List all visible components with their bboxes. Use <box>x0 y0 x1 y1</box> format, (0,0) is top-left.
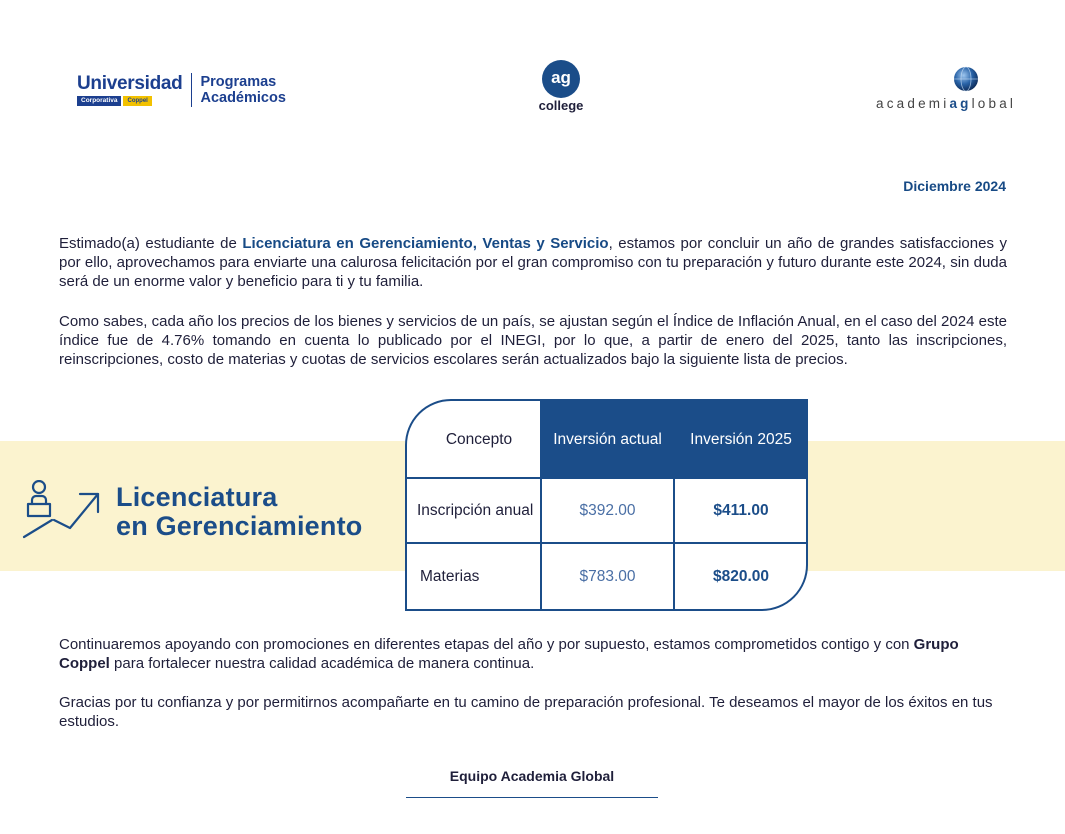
programas-line1: Programas <box>200 74 277 90</box>
programas-line2: Académicos <box>200 90 286 106</box>
table-divider <box>540 401 542 611</box>
row-materias-current: $783.00 <box>579 568 636 585</box>
table-divider <box>673 401 675 611</box>
table-divider <box>407 477 808 479</box>
ag-mark: ag <box>542 60 580 98</box>
ag-college-logo <box>536 60 586 113</box>
row-inscripcion-concept: Inscripción anual <box>417 501 534 519</box>
universidad-corporativa-logo <box>77 70 286 110</box>
header-current-investment: Inversión actual <box>541 401 674 478</box>
price-table <box>405 399 808 611</box>
commitment-paragraph: Continuaremos apoyando con promociones en diferentes etapas del año y por supuesto, estamos comprometidos contigo y con Grupo Coppel para fortalecer nuestra calidad académica de manera continua. <box>59 636 959 672</box>
academia-global-wordmark: academiaglobal <box>876 96 1017 111</box>
row-inscripcion-2025: $411.00 <box>713 501 769 519</box>
logo-divider <box>191 73 192 107</box>
signature-line <box>406 797 658 798</box>
signature: Equipo Academia Global <box>449 768 615 784</box>
corporativa-tag: Corporativa <box>77 96 121 106</box>
row-inscripcion-current: $392.00 <box>579 501 636 519</box>
row-materias-concept: Materias <box>420 568 480 585</box>
thanks-paragraph: Gracias por tu confianza y por permitirnos acompañarte en tu camino de preparación profesional. Te deseamos el mayor de los éxitos en tus estudios. <box>59 694 993 730</box>
letter-date: Diciembre 2024 <box>903 178 1006 194</box>
header-concept: Concepto <box>445 430 513 448</box>
inflation-paragraph: Como sabes, cada año los precios de los bienes y servicios de un país, se ajustan según el Índice de Inflación Anual, en el caso del 2024 este índice fue de 4.76% tomando en cuenta lo publicado por el INEGI, por lo que, a partir de enero del 2025, tanto las inscripciones, reinscripciones, costo de materias y cuotas de servicios escolares serán actualizados bajo la siguiente lista de precios. <box>59 313 1007 368</box>
globe-icon <box>953 66 979 92</box>
company-name: Grupo Coppel <box>59 636 959 672</box>
program-name: Licenciatura en Gerenciamiento, Ventas y Servicio <box>242 235 609 252</box>
greeting-paragraph: Estimado(a) estudiante de Licenciatura en Gerenciamiento, Ventas y Servicio, estamos por concluir un año de grandes satisfacciones y por ello, aprovechamos para enviarte una calurosa felicitación por el gran compromiso con tu preparación y futuro durante este 2024, sin duda será de un enorme valor y beneficio para ti y tu familia. <box>59 235 1007 290</box>
college-word: college <box>538 98 584 113</box>
person-growth-arrow-icon <box>22 480 104 540</box>
row-materias-2025: $820.00 <box>712 568 770 585</box>
header-2025-investment: Inversión 2025 <box>674 401 808 478</box>
banner-title: Licenciatura en Gerenciamiento <box>116 482 363 541</box>
coppel-tag: Coppel <box>123 96 151 106</box>
table-divider <box>407 542 808 544</box>
universidad-word: Universidad <box>77 73 183 94</box>
